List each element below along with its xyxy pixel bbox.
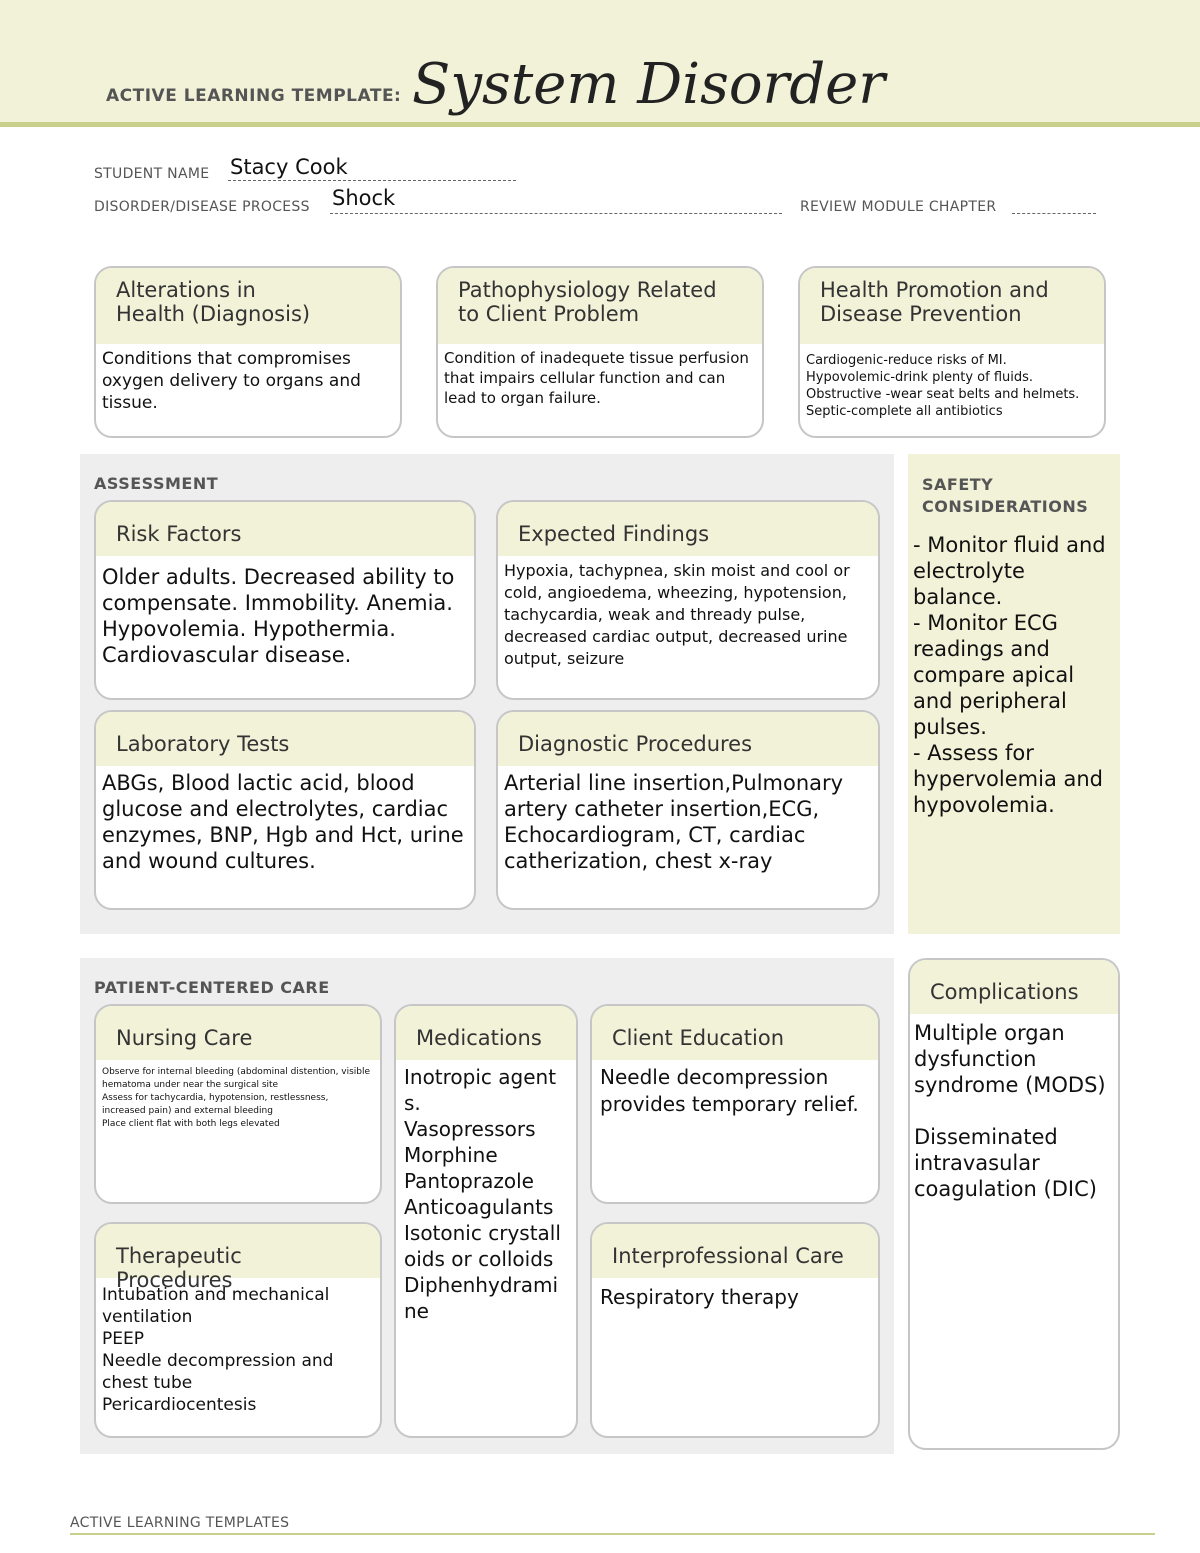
safety-body[interactable]: - Monitor fluid and electrolyte balance. - Monitor ECG readings and compare apical and peripheral pulses. - Assess for hypervolemia and hypovolemia. xyxy=(913,533,1106,817)
review-module-underline[interactable] xyxy=(1012,213,1096,214)
diagnostic-procedures-body[interactable]: Arterial line insertion,Pulmonary artery catheter insertion,ECG, Echocardiogram, CT, cardiac catherization, chest x-ray xyxy=(504,771,844,873)
client-education-card xyxy=(590,1004,880,1204)
health-promotion-body[interactable]: Cardiogenic-reduce risks of MI. Hypovolemic-drink plenty of fluids. Obstructive -wear seat belts and helmets. Septic-complete all antibiotics xyxy=(806,353,1080,419)
page-title: System Disorder xyxy=(412,52,886,117)
disorder-label: DISORDER/DISEASE PROCESS xyxy=(94,199,310,215)
footer-divider xyxy=(70,1533,1155,1535)
client-education-title: Client Education xyxy=(592,1006,878,1060)
laboratory-tests-title: Laboratory Tests xyxy=(96,712,474,766)
disorder-underline xyxy=(330,213,782,214)
therapeutic-procedures-title: Therapeutic Procedures xyxy=(96,1224,380,1278)
therapeutic-procedures-body[interactable]: Intubation and mechanical ventilation PEEP Needle decompression and chest tube Pericardiocentesis xyxy=(102,1285,334,1415)
student-name-label: STUDENT NAME xyxy=(94,166,210,182)
risk-factors-body[interactable]: Older adults. Decreased ability to compensate. Immobility. Anemia. Hypovolemia. Hypothermia. Cardiovascular disease. xyxy=(102,565,455,667)
complications-body[interactable]: Multiple organ dysfunction syndrome (MODS) Disseminated intravasular coagulation (DIC) xyxy=(914,1021,1106,1201)
alterations-body[interactable]: Conditions that compromises oxygen delivery to organs and tissue. xyxy=(102,349,361,413)
expected-findings-body[interactable]: Hypoxia, tachypnea, skin moist and cool or cold, angioedema, wheezing, hypotension, tachycardia, weak and thready pulse, decreased cardiac output, decreased urine output, seizure xyxy=(504,561,850,668)
complications-title: Complications xyxy=(910,960,1118,1014)
disorder-value[interactable]: Shock xyxy=(332,186,396,210)
diagnostic-procedures-card xyxy=(496,710,880,910)
pathophysiology-card xyxy=(436,266,764,438)
medications-card xyxy=(394,1004,578,1438)
laboratory-tests-body[interactable]: ABGs, Blood lactic acid, blood glucose and electrolytes, cardiac enzymes, BNP, Hgb and Hct, urine and wound cultures. xyxy=(102,771,464,873)
nursing-care-title: Nursing Care xyxy=(96,1006,380,1060)
header-divider xyxy=(0,122,1200,127)
expected-findings-card xyxy=(496,500,880,700)
interprofessional-care-card xyxy=(590,1222,880,1438)
safety-title: SAFETY CONSIDERATIONS xyxy=(922,475,1089,516)
alterations-card xyxy=(94,266,402,438)
risk-factors-title: Risk Factors xyxy=(96,502,474,556)
assessment-title: ASSESSMENT xyxy=(94,474,219,493)
student-name-underline xyxy=(228,180,516,181)
laboratory-tests-card xyxy=(94,710,476,910)
diagnostic-procedures-title: Diagnostic Procedures xyxy=(498,712,878,766)
therapeutic-procedures-card xyxy=(94,1222,382,1438)
student-name-value[interactable]: Stacy Cook xyxy=(230,155,348,179)
footer-text: ACTIVE LEARNING TEMPLATES xyxy=(70,1515,290,1531)
health-promotion-title: Health Promotion and Disease Prevention xyxy=(800,268,1104,344)
nursing-care-card xyxy=(94,1004,382,1204)
alterations-title: Alterations in Health (Diagnosis) xyxy=(96,268,400,344)
pathophysiology-title: Pathophysiology Related to Client Problem xyxy=(438,268,762,344)
complications-card xyxy=(908,958,1120,1450)
risk-factors-card xyxy=(94,500,476,700)
medications-title: Medications xyxy=(396,1006,576,1060)
client-education-body[interactable]: Needle decompression provides temporary relief. xyxy=(600,1065,859,1116)
interprofessional-care-title: Interprofessional Care xyxy=(592,1224,878,1278)
health-promotion-card xyxy=(798,266,1106,438)
nursing-care-body[interactable]: Observe for internal bleeding (abdominal distention, visible hematoma under near the surgical site Assess for tachycardia, hypotension, restlessness, increased pain) and external bleeding Place client flat with both legs elevated xyxy=(102,1067,371,1129)
expected-findings-title: Expected Findings xyxy=(498,502,878,556)
review-module-label: REVIEW MODULE CHAPTER xyxy=(800,199,997,215)
patient-care-title: PATIENT-CENTERED CARE xyxy=(94,978,330,997)
medications-body[interactable]: Inotropic agents. Vasopressors Morphine Pantoprazole Anticoagulants Isotonic crystalloids or colloids Diphenhydramine xyxy=(404,1065,561,1323)
pathophysiology-body[interactable]: Condition of inadequete tissue perfusion that impairs cellular function and can lead to organ failure. xyxy=(444,349,749,407)
template-label: ACTIVE LEARNING TEMPLATE: xyxy=(106,86,402,106)
interprofessional-care-body[interactable]: Respiratory therapy xyxy=(600,1285,799,1309)
